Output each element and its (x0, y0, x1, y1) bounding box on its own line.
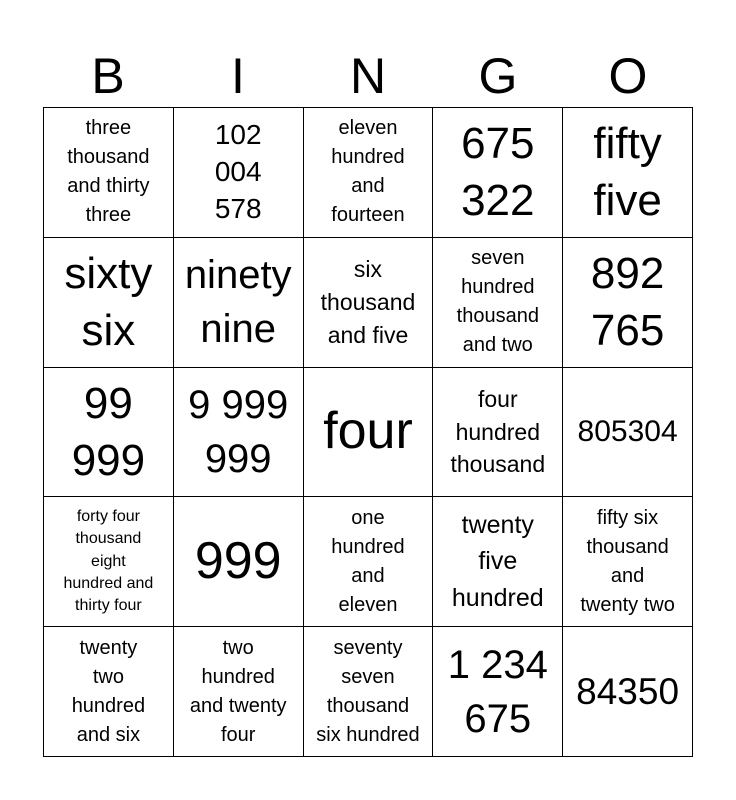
bingo-cell-r4-c1[interactable] (44, 497, 174, 627)
header-letter-o: O (608, 48, 648, 104)
header-letter-g: G (478, 48, 518, 104)
cell-text: forty four thousand eight hundred and thirty four (63, 507, 154, 615)
bingo-cell-r3-c4[interactable] (433, 368, 563, 498)
cell-text: 999 (194, 532, 282, 591)
bingo-cell-r3-c3[interactable] (304, 368, 434, 498)
bingo-cell-r3-c5[interactable] (563, 368, 693, 498)
header-letter-b: B (91, 48, 125, 104)
bingo-cell-r5-c1[interactable] (44, 627, 174, 757)
bingo-cell-r4-c5[interactable] (563, 497, 693, 627)
cell-text: four hundred thousand (450, 385, 546, 478)
cell-text: ninety nine (184, 253, 292, 352)
cell-text: 84350 (576, 670, 680, 712)
bingo-cell-r2-c1[interactable] (44, 238, 174, 368)
bingo-cell-r4-c2[interactable] (174, 497, 304, 627)
cell-text: 102 004 578 (214, 118, 262, 224)
cell-text: fifty six thousand and twenty two (580, 506, 675, 616)
cell-text: 9 999 999 (188, 382, 289, 481)
bingo-cell-r2-c2[interactable] (174, 238, 304, 368)
cell-text: twenty five hundred (451, 510, 544, 613)
cell-text: one hundred and eleven (331, 506, 405, 616)
cell-text: eleven hundred and fourteen (331, 117, 405, 227)
cell-text: seventy seven thousand six hundred (316, 636, 420, 746)
cell-text: 1 234 675 (447, 642, 548, 741)
bingo-cell-r1-c4[interactable] (433, 108, 563, 238)
bingo-cell-r4-c3[interactable] (304, 497, 434, 627)
cell-text: three thousand and thirty three (67, 117, 150, 227)
bingo-cell-r2-c4[interactable] (433, 238, 563, 368)
cell-text: two hundred and twenty four (189, 636, 287, 746)
bingo-cell-r2-c3[interactable] (304, 238, 434, 368)
bingo-cell-r1-c2[interactable] (174, 108, 304, 238)
cell-text: twenty two hundred and six (71, 636, 146, 746)
bingo-cell-r5-c3[interactable] (304, 627, 434, 757)
cell-text: 675 322 (461, 119, 535, 226)
cell-text: six thousand and five (320, 255, 416, 348)
cell-text: 99 999 (71, 378, 146, 485)
bingo-card-grid (43, 107, 693, 757)
cell-text: four (323, 402, 413, 461)
bingo-cell-r5-c5[interactable] (563, 627, 693, 757)
header-letter-i: I (231, 48, 245, 104)
cell-text: 892 765 (590, 249, 665, 356)
bingo-cell-r3-c2[interactable] (174, 368, 304, 498)
cell-text: fifty five (593, 119, 662, 226)
bingo-cell-r1-c1[interactable] (44, 108, 174, 238)
bingo-cell-r2-c5[interactable] (563, 238, 693, 368)
header-letter-n: N (349, 48, 387, 104)
cell-text: sixty six (64, 249, 153, 356)
bingo-cell-r1-c3[interactable] (304, 108, 434, 238)
cell-text: seven hundred thousand and two (456, 247, 539, 357)
bingo-cell-r3-c1[interactable] (44, 368, 174, 498)
bingo-cell-r5-c4[interactable] (433, 627, 563, 757)
bingo-cell-r4-c4[interactable] (433, 497, 563, 627)
bingo-cell-r1-c5[interactable] (563, 108, 693, 238)
bingo-cell-r5-c2[interactable] (174, 627, 304, 757)
cell-text: 805304 (577, 415, 678, 449)
bingo-header (43, 44, 693, 108)
